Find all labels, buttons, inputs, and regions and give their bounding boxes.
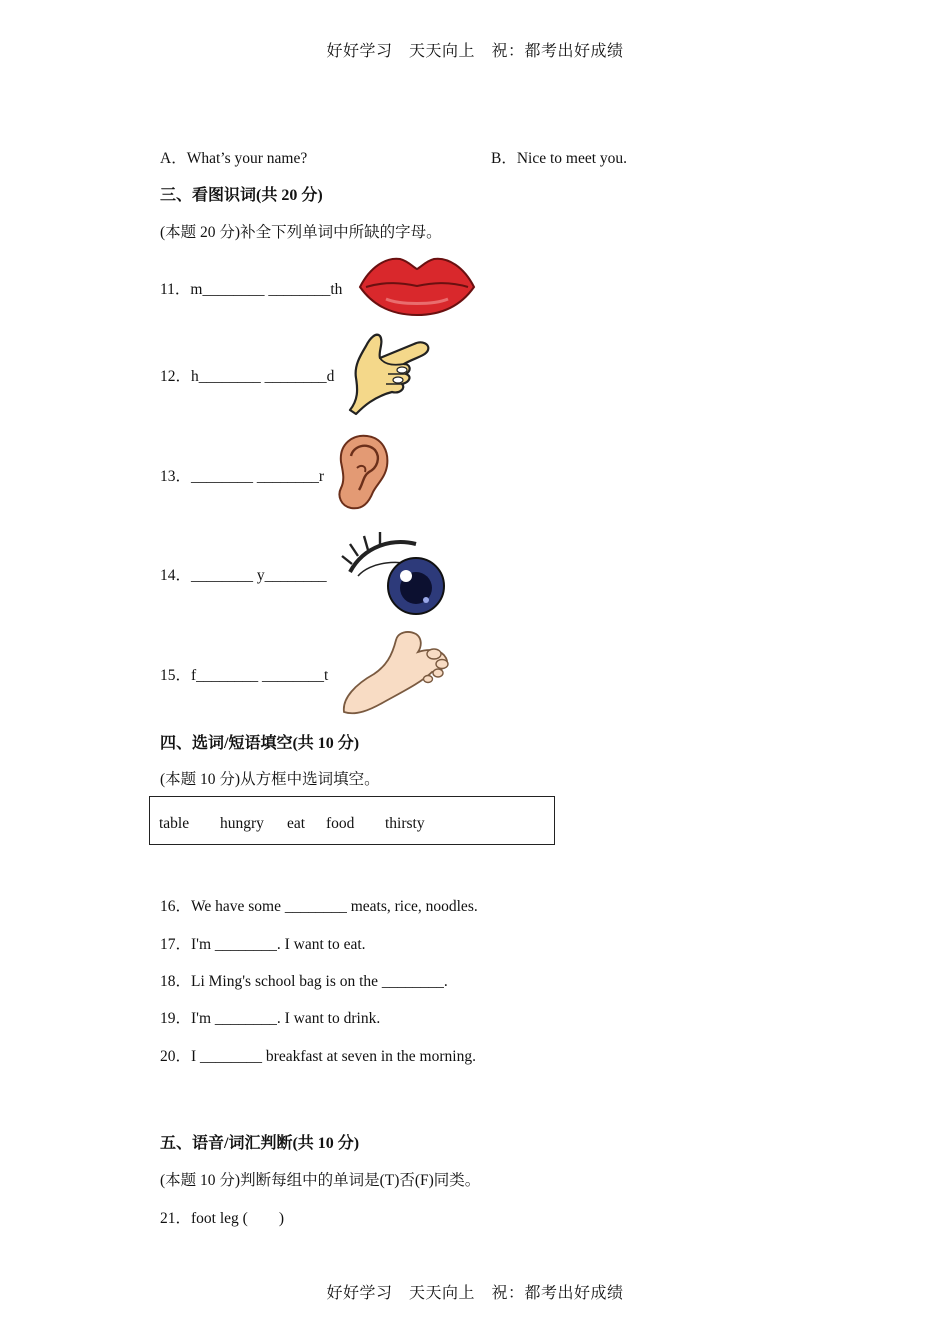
word-thirsty: thirsty bbox=[385, 815, 425, 832]
word-table: table bbox=[159, 815, 190, 832]
word-box bbox=[149, 796, 555, 845]
lips-icon bbox=[356, 253, 478, 319]
section-4-title: 四、选词/短语填空(共 10 分) bbox=[160, 735, 360, 752]
section-5-title: 五、语音/词汇判断(共 10 分) bbox=[160, 1135, 360, 1152]
option-b: B．Nice to meet you. bbox=[491, 150, 628, 167]
section-4-instruction: (本题 10 分)从方框中选词填空。 bbox=[160, 771, 380, 788]
page-header: 好好学习 天天向上 祝：都考出好成绩 bbox=[326, 43, 624, 60]
option-a: A．What’s your name? bbox=[160, 150, 308, 167]
question-14: 14．________ y________ bbox=[160, 567, 327, 584]
hand-icon bbox=[344, 330, 434, 414]
question-20: 20．I ________ breakfast at seven in the morning. bbox=[160, 1048, 476, 1065]
question-16: 16．We have some ________ meats, rice, noodles. bbox=[160, 898, 478, 915]
word-food: food bbox=[326, 815, 355, 832]
question-21: 21．foot leg ( ) bbox=[160, 1210, 284, 1227]
section-5-instruction: (本题 10 分)判断每组中的单词是(T)否(F)同类。 bbox=[160, 1172, 481, 1189]
word-eat: eat bbox=[287, 815, 306, 832]
word-hungry: hungry bbox=[220, 815, 264, 832]
question-15: 15．f________ ________t bbox=[160, 667, 329, 684]
section-3-title: 三、看图识词(共 20 分) bbox=[160, 187, 323, 204]
question-17: 17．I'm ________. I want to eat. bbox=[160, 936, 366, 953]
eye-icon bbox=[340, 528, 452, 616]
foot-icon bbox=[338, 626, 454, 716]
question-18: 18．Li Ming's school bag is on the ________. bbox=[160, 973, 448, 990]
page-footer: 好好学习 天天向上 祝：都考出好成绩 bbox=[326, 1285, 624, 1302]
question-13: 13．________ ________r bbox=[160, 468, 325, 485]
ear-icon bbox=[333, 432, 391, 512]
question-12: 12．h________ ________d bbox=[160, 368, 335, 385]
question-11: 11．m________ ________th bbox=[160, 281, 343, 298]
section-3-instruction: (本题 20 分)补全下列单词中所缺的字母。 bbox=[160, 224, 442, 241]
question-19: 19．I'm ________. I want to drink. bbox=[160, 1010, 381, 1027]
